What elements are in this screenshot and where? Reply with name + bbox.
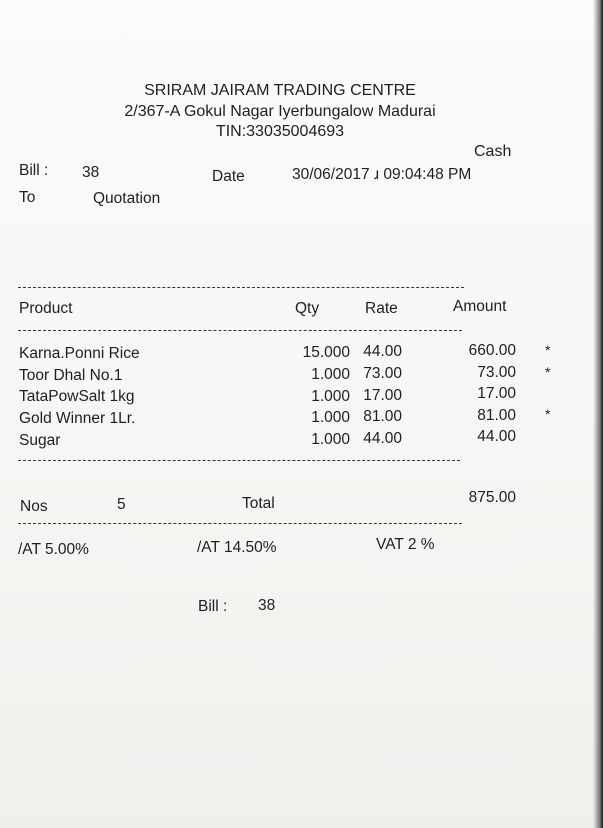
item-amount: 17.00 <box>477 385 516 402</box>
shop-tin: TIN:33035004693 <box>215 123 345 140</box>
item-product: TataPowSalt 1kg <box>19 388 135 405</box>
divider-summary <box>18 523 462 524</box>
item-product: Gold Winner 1Lr. <box>19 410 136 427</box>
payment-mode: Cash <box>474 143 512 160</box>
to-label: To <box>19 189 36 206</box>
shop-name: SRIRAM JAIRAM TRADING CENTRE <box>144 82 416 99</box>
total-value: 875.00 <box>468 489 516 506</box>
bill-label: Bill : <box>19 162 49 179</box>
col-rate: Rate <box>365 300 398 317</box>
shop-address: 2/367-A Gokul Nagar Iyerbungalow Madurai <box>124 103 436 120</box>
divider-items <box>18 460 460 461</box>
item-qty: 1.000 <box>311 431 350 448</box>
paper-edge-shadow <box>593 0 603 828</box>
item-qty: 1.000 <box>311 388 350 405</box>
nos-value: 5 <box>117 496 126 513</box>
item-amount: 44.00 <box>477 428 516 445</box>
item-qty: 15.000 <box>302 344 350 361</box>
date-label: Date <box>212 168 245 185</box>
item-qty: 1.000 <box>311 366 350 383</box>
bill-number: 38 <box>82 164 100 181</box>
item-amount: 660.00 <box>468 342 516 359</box>
item-amount: 73.00 <box>477 364 516 381</box>
item-rate: 81.00 <box>363 408 402 425</box>
vat-rate-1: /AT 5.00% <box>18 541 89 558</box>
col-qty: Qty <box>295 300 320 317</box>
item-rate: 44.00 <box>363 343 402 360</box>
item-mark: * <box>545 406 551 422</box>
item-product: Toor Dhal No.1 <box>19 367 123 384</box>
item-product: Karna.Ponni Rice <box>19 345 140 362</box>
item-product: Sugar <box>19 432 61 449</box>
vat-rate-2: /AT 14.50% <box>197 539 277 556</box>
item-rate: 73.00 <box>363 365 402 382</box>
total-label: Total <box>242 495 275 512</box>
footer-bill-number: 38 <box>258 597 276 614</box>
item-amount: 81.00 <box>477 407 516 424</box>
col-amount: Amount <box>453 298 507 315</box>
bill-datetime: 30/06/2017 ɹ 09:04:48 PM <box>292 166 472 183</box>
vat-rate-3: VAT 2 % <box>376 536 435 553</box>
item-mark: * <box>545 364 551 380</box>
item-rate: 44.00 <box>363 430 402 447</box>
nos-label: Nos <box>20 498 48 515</box>
divider-header <box>18 330 462 331</box>
item-mark: * <box>545 342 551 358</box>
footer-bill-label: Bill : <box>198 598 228 615</box>
item-qty: 1.000 <box>311 409 350 426</box>
col-product: Product <box>19 300 73 317</box>
divider-top <box>18 287 464 288</box>
item-rate: 17.00 <box>363 387 402 404</box>
to-value: Quotation <box>93 190 161 207</box>
